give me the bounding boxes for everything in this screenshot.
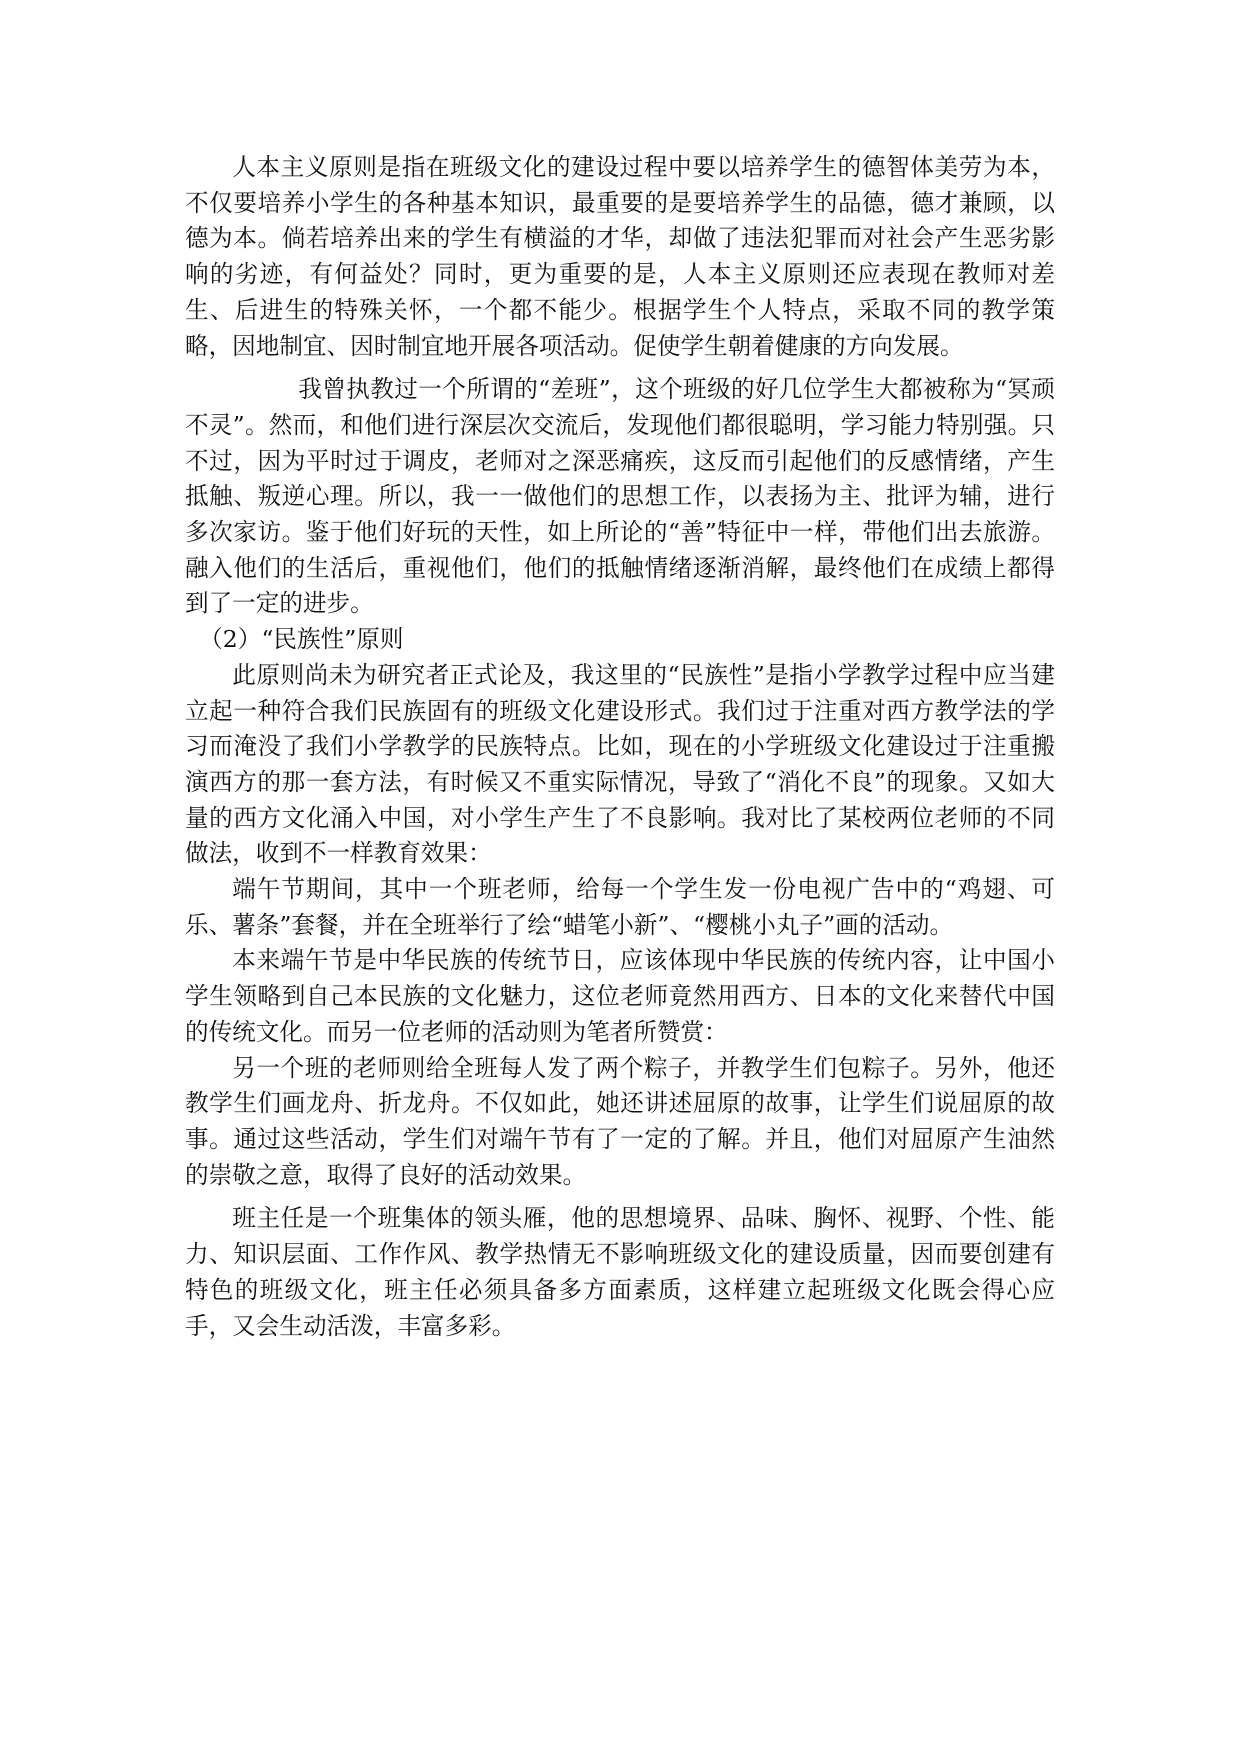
paragraph-dragon-boat-example-two: 另一个班的老师则给全班每人发了两个粽子，并教学生们包粽子。另外，他还教学生们画龙舟、折龙舟。不仅如此，她还讲述屈原的故事，让学生们说屈原的故事。通过这些活动，学生们对端午节有了一定的了解。并且，他们对屈原产生油然的崇敬之意，取得了良好的活动效果。 xyxy=(185,1053,1055,1189)
paragraph-dragon-boat-commentary: 本来端午节是中华民族的传统节日，应该体现中华民族的传统内容，让中国小学生领略到自己本民族的文化魅力，这位老师竟然用西方、日本的文化来替代中国的传统文化。而另一位老师的活动则为笔者所赞赏： xyxy=(185,946,1055,1046)
paragraph-head-teacher-role: 班主任是一个班集体的领头雁，他的思想境界、品味、胸怀、视野、个性、能力、知识层面、工作作风、教学热情无不影响班级文化的建设质量，因而要创建有特色的班级文化，班主任必须具备多方面素质，这样建立起班级文化既会得心应手，又会生动活泼，丰富多彩。 xyxy=(185,1204,1055,1340)
document-body xyxy=(185,150,1055,1344)
paragraph-dragon-boat-example-one: 端午节期间，其中一个班老师，给每一个学生发一份电视广告中的“鸡翅、可乐、薯条”套餐，并在全班举行了绘“蜡笔小新”、“樱桃小丸子”画的活动。 xyxy=(185,875,1055,939)
paragraph-humanism-principle: 人本主义原则是指在班级文化的建设过程中要以培养学生的德智体美劳为本，不仅要培养小学生的各种基本知识，最重要的是要培养学生的品德，德才兼顾，以德为本。倘若培养出来的学生有横溢的才华，却做了违法犯罪而对社会产生恶劣影响的劣迹，有何益处？同时，更为重要的是，人本主义原则还应表现在教师对差生、后进生的特殊关怀，一个都不能少。根据学生个人特点，采取不同的教学策略，因地制宜、因时制宜地开展各项活动。促使学生朝着健康的方向发展。 xyxy=(185,153,1055,360)
section-heading-nationality-principle: （2）“民族性”原则 xyxy=(199,625,404,654)
paragraph-nationality-definition: 此原则尚未为研究者正式论及，我这里的“民族性”是指小学教学过程中应当建立起一种符合我们民族固有的班级文化建设形式。我们过于注重对西方教学法的学习而淹没了我们小学教学的民族特点。比如，现在的小学班级文化建设过于注重搬演西方的那一套方法，有时候又不重实际情况，导致了“消化不良”的现象。又如大量的西方文化涌入中国，对小学生产生了不良影响。我对比了某校两位老师的不同做法，收到不一样教育效果： xyxy=(185,660,1055,868)
paragraph-teaching-experience: 我曾执教过一个所谓的“差班”，这个班级的好几位学生大都被称为“冥顽不灵”。然而，和他们进行深层次交流后，发现他们都很聪明，学习能力特别强。只不过，因为平时过于调皮，老师对之深恶痛疾，这反而引起他们的反感情绪，产生抵触、叛逆心理。所以，我一一做他们的思想工作，以表扬为主、批评为辅，进行多次家访。鉴于他们好玩的天性，如上所论的“善”特征中一样，带他们出去旅游。融入他们的生活后，重视他们，他们的抵触情绪逐渐消解，最终他们在成绩上都得到了一定的进步。 xyxy=(185,375,1055,618)
